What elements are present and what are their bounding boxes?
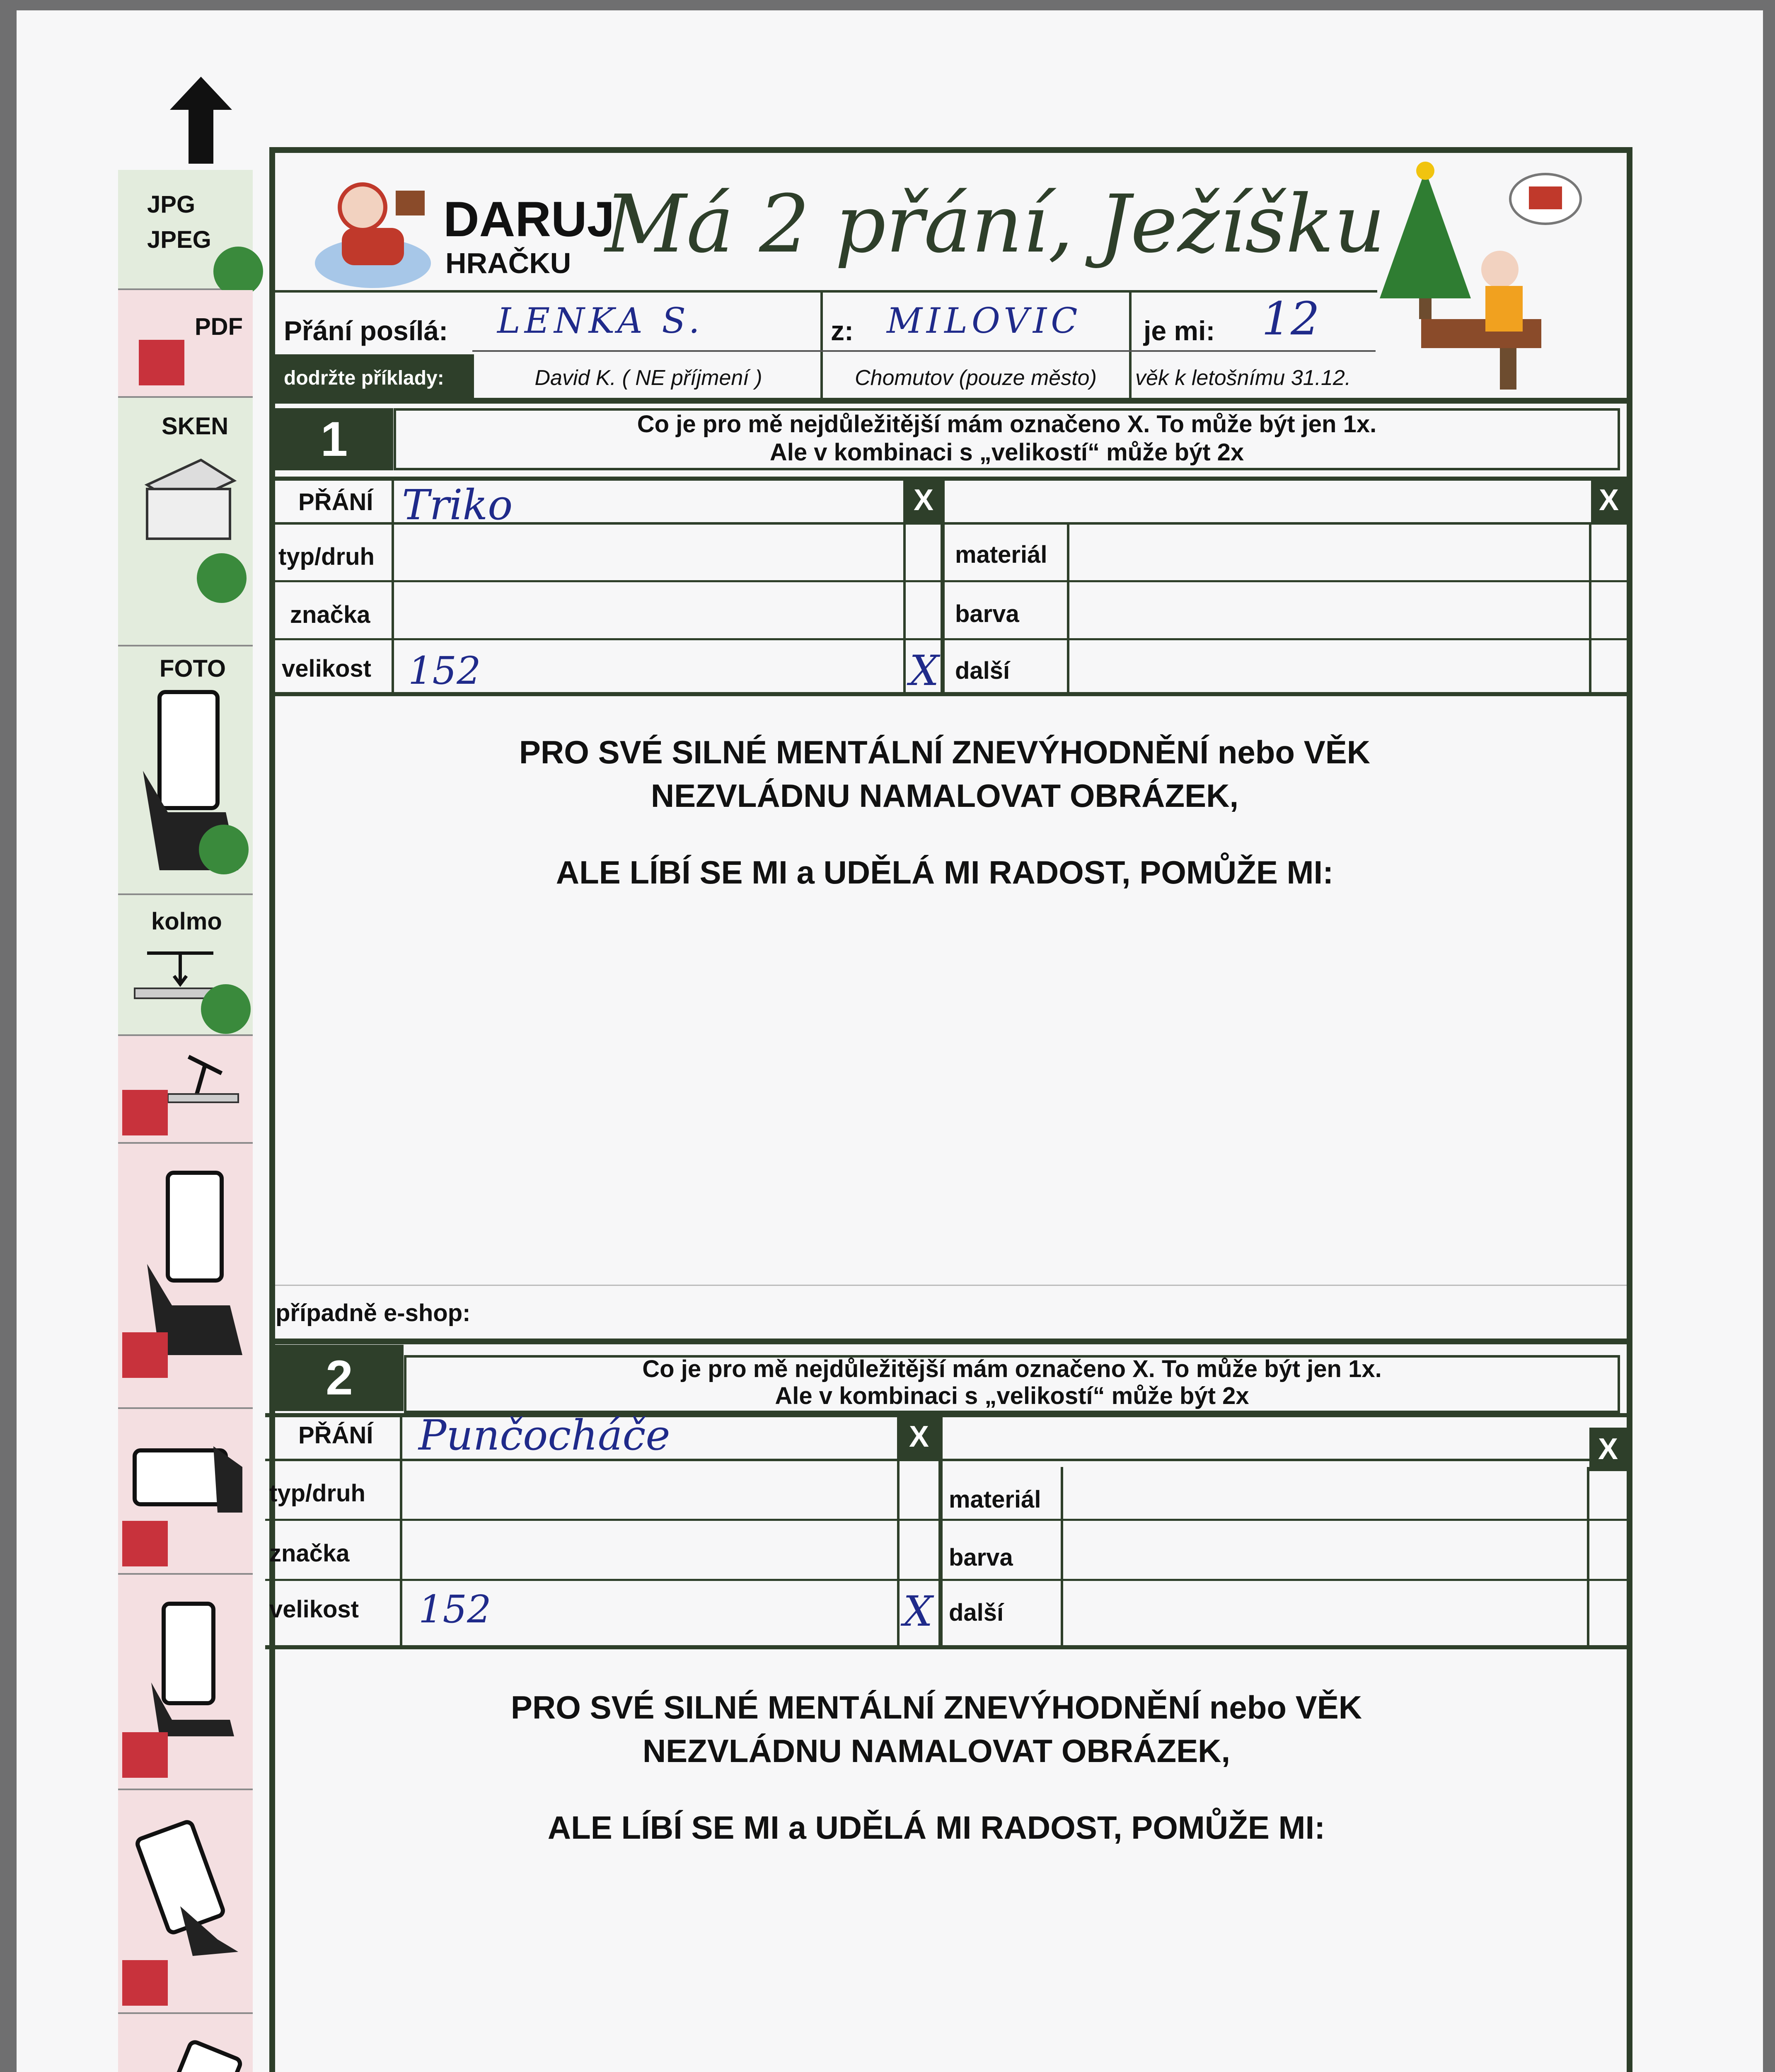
sidebar-foto-label: FOTO xyxy=(160,655,226,682)
sidebar-jpg-label: JPG xyxy=(147,191,196,218)
divider xyxy=(392,477,394,696)
sidebar-bad-3 xyxy=(118,1575,253,1790)
wish-number: 2 xyxy=(275,1345,404,1411)
age-value: 12 xyxy=(1262,292,1320,345)
divider xyxy=(400,1413,402,1649)
message-line-3: ALE LÍBÍ SE MI a UDĚLÁ MI RADOST, POMŮŽE MI: xyxy=(556,854,1334,891)
up-arrow-icon xyxy=(170,77,232,164)
divider xyxy=(275,290,1377,293)
divider xyxy=(265,1519,1627,1521)
from-label: z: xyxy=(831,315,854,346)
sidebar-pdf xyxy=(118,290,253,398)
brand-label: značka xyxy=(269,1540,350,1567)
sidebar-scan xyxy=(118,398,253,646)
size-x-mark: X xyxy=(903,1587,933,1636)
logo-hracku: HRAČKU xyxy=(445,247,571,279)
reject-icon xyxy=(122,1521,168,1566)
phone-hand-icon xyxy=(131,1442,247,1517)
eshop-label: případně e-shop: xyxy=(276,1300,471,1326)
sender-label: Přání posílá: xyxy=(284,315,448,346)
importance-x-header: X xyxy=(906,479,941,522)
wish-value: Punčocháče xyxy=(418,1411,670,1460)
logo-daruj: DARUJ xyxy=(443,191,615,247)
message-line-1: PRO SVÉ SILNÉ MENTÁLNÍ ZNEVÝHODNĚNÍ nebo VĚK xyxy=(510,1689,1362,1726)
divider xyxy=(1061,1467,1063,1649)
sidebar-jpeg-label: JPEG xyxy=(147,226,211,253)
message-line-2: NEZVLÁDNU NAMALOVAT OBRÁZEK, xyxy=(642,1733,1231,1769)
sidebar-perpendicular xyxy=(118,895,253,1036)
check-icon xyxy=(201,984,251,1034)
divider xyxy=(1587,1467,1589,1649)
divider xyxy=(275,638,1627,640)
tilted-phone-icon xyxy=(135,2039,247,2072)
sidebar-bad-4 xyxy=(118,1790,253,2014)
divider xyxy=(1129,290,1132,398)
divider xyxy=(1067,524,1069,696)
form-title: Má 2 přání, Ježíšku xyxy=(605,178,1386,271)
example-name: David K. ( NE příjmení ) xyxy=(534,366,762,390)
sidebar-kolmo-label: kolmo xyxy=(151,908,222,935)
divider xyxy=(265,1579,1627,1581)
example-city: Chomutov (pouze město) xyxy=(855,366,1097,390)
sidebar-bad-5 xyxy=(118,2014,253,2072)
wish-label: PŘÁNÍ xyxy=(298,1422,373,1449)
size-x-mark: X xyxy=(909,646,939,695)
tilted-phone-icon xyxy=(135,1815,242,1956)
sender-value: LENKA S. xyxy=(497,300,704,341)
divider xyxy=(820,290,823,398)
instruction-line-1: Co je pro mě nejdůležitější mám označeno X. To může být jen 1x. xyxy=(642,1356,1382,1382)
importance-x-header: X xyxy=(1591,479,1627,522)
importance-x-header: X xyxy=(900,1415,938,1459)
instruction-line-2: Ale v kombinaci s „velikostí“ může být 2x xyxy=(769,439,1244,466)
reject-icon xyxy=(122,1332,168,1378)
color-label: barva xyxy=(955,600,1019,627)
sidebar-jpg xyxy=(118,170,253,290)
divider xyxy=(938,1413,943,1649)
brand-label: značka xyxy=(290,601,370,628)
message-line-1: PRO SVÉ SILNÉ MENTÁLNÍ ZNEVÝHODNĚNÍ nebo VĚK xyxy=(519,734,1371,770)
reject-icon xyxy=(122,1090,168,1135)
wish-number: 1 xyxy=(275,408,393,470)
angled-icon xyxy=(160,1048,242,1111)
divider xyxy=(269,1339,1632,1344)
importance-x-header: X xyxy=(1589,1428,1627,1471)
size-label: velikost xyxy=(269,1596,359,1623)
divider xyxy=(472,350,1376,352)
check-icon xyxy=(213,247,263,296)
wish-label: PŘÁNÍ xyxy=(298,489,373,516)
material-label: materiál xyxy=(955,541,1047,568)
type-label: typ/druh xyxy=(278,543,375,570)
instruction-line-2: Ale v kombinaci s „velikostí“ může být 2x xyxy=(775,1382,1249,1409)
sidebar-pdf-label: PDF xyxy=(195,313,243,340)
scanner-icon xyxy=(139,448,238,547)
check-icon xyxy=(199,825,249,874)
santa-logo-icon xyxy=(313,174,433,290)
wish-value: Triko xyxy=(402,481,513,529)
size-label: velikost xyxy=(282,655,371,682)
instruction-line-1: Co je pro mě nejdůležitější mám označeno X. To může být jen 1x. xyxy=(637,411,1377,438)
reject-icon xyxy=(122,1732,168,1778)
phone-hand-icon xyxy=(135,1169,247,1355)
message-line-2: NEZVLÁDNU NAMALOVAT OBRÁZEK, xyxy=(651,777,1239,814)
from-value: MILOVIC xyxy=(887,300,1082,341)
size-value: 152 xyxy=(418,1587,491,1631)
sidebar-bad-1 xyxy=(118,1144,253,1409)
other-label: další xyxy=(955,657,1010,684)
divider xyxy=(275,580,1627,582)
other-label: další xyxy=(949,1599,1004,1626)
christmas-tree-boy-icon xyxy=(1376,162,1583,394)
example-age: věk k letošnímu 31.12. xyxy=(1135,366,1351,390)
age-label: je mi: xyxy=(1144,315,1215,346)
color-label: barva xyxy=(949,1544,1013,1571)
divider xyxy=(275,1285,1627,1286)
divider xyxy=(1589,524,1591,696)
sidebar-angled xyxy=(118,1036,253,1144)
message-line-3: ALE LÍBÍ SE MI a UDĚLÁ MI RADOST, POMŮŽE MI: xyxy=(547,1809,1325,1846)
reject-icon xyxy=(122,1960,168,2006)
sidebar-sken-label: SKEN xyxy=(162,413,229,440)
check-icon xyxy=(197,553,247,603)
phone-hand-icon xyxy=(143,1600,238,1736)
sidebar-photo xyxy=(118,646,253,895)
sidebar-bad-2 xyxy=(118,1409,253,1575)
examples-label: dodržte příklady: xyxy=(284,367,444,389)
type-label: typ/druh xyxy=(269,1480,365,1507)
reject-icon xyxy=(139,340,184,385)
size-value: 152 xyxy=(408,649,481,693)
material-label: materiál xyxy=(949,1486,1041,1513)
divider xyxy=(275,398,1627,404)
